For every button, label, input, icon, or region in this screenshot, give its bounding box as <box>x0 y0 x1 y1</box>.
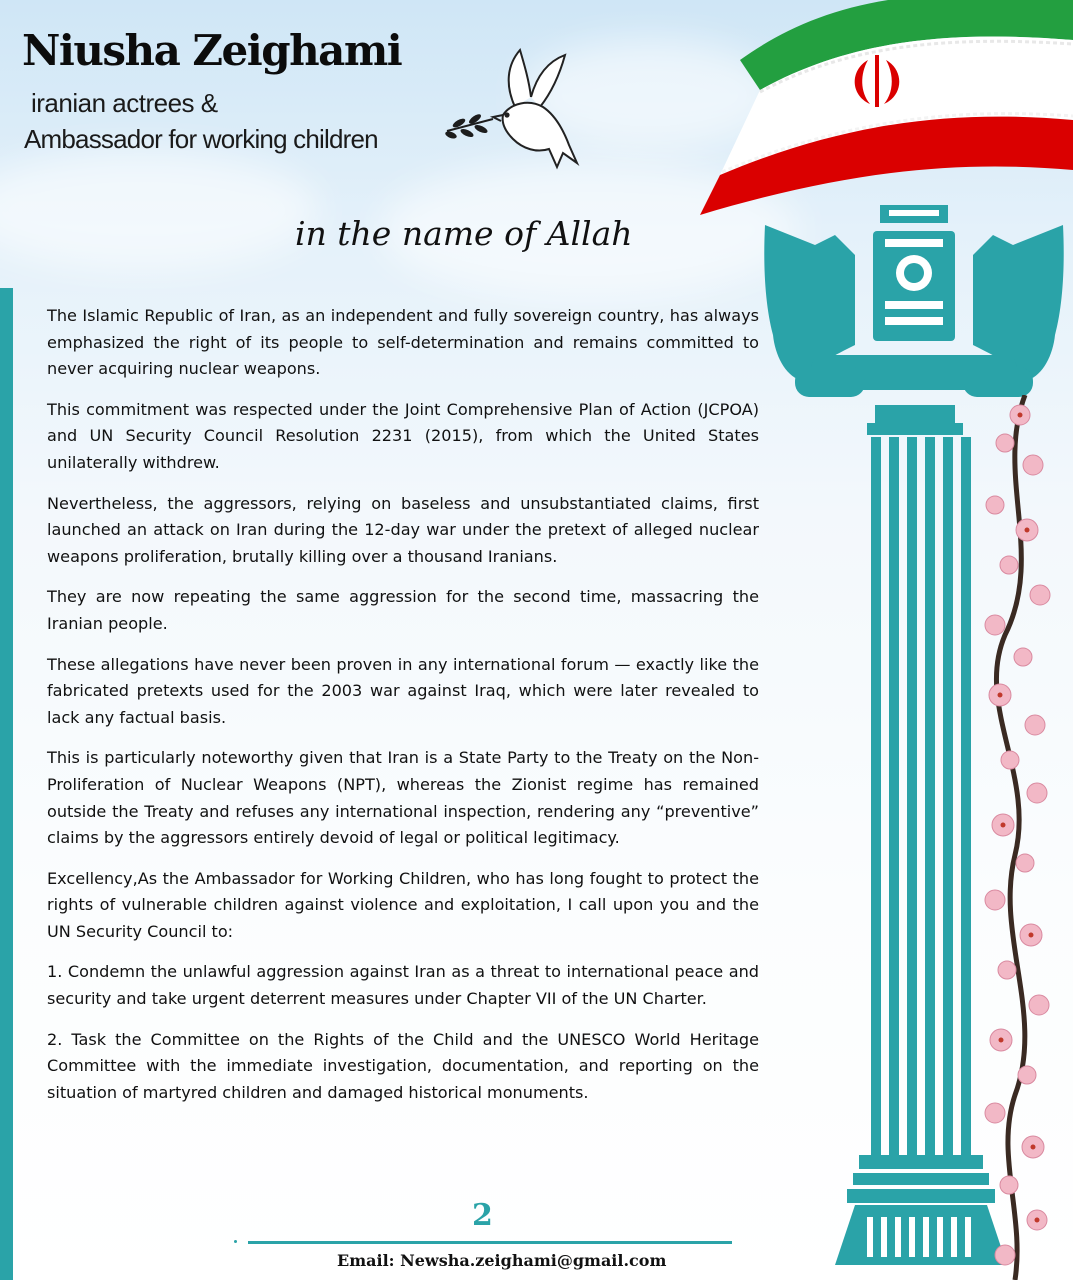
author-subtitle-line1: iranian actrees & <box>31 88 218 118</box>
footer-divider <box>248 1241 732 1244</box>
contact-email: Email: Newsha.zeighami@gmail.com <box>337 1251 667 1270</box>
page-number: 2 <box>472 1198 493 1233</box>
left-accent-bar <box>0 288 13 1280</box>
paragraph: Nevertheless, the aggressors, relying on baseless and unsubstantiated claims, first launched an attack on Iran during the 12-day war under the pretext of alleged nuclear weapons proliferation, brutally killing over a thousand Iranians. <box>47 493 759 566</box>
author-name: Niusha Zeighami <box>22 26 402 75</box>
footer-dot <box>234 1240 237 1243</box>
list-item-condemn: 1. Condemn the unlawful aggression against Iran as a threat to international peace and security and take urgent deterrent measures under Chapter VII of the UN Charter. <box>47 962 759 1009</box>
iran-flag-icon <box>700 0 1073 215</box>
paragraph: This commitment was respected under the Joint Comprehensive Plan of Action (JCPOA) and UN Security Council Resolution 2231 (2015), from which the United States unilaterally withdrew. <box>47 399 759 472</box>
list-item-task-committee: 2. Task the Committee on the Rights of the Child and the UNESCO World Heritage Committee with the immediate investigation, documentation, and reporting on the situation of martyred children and damaged historical monuments. <box>47 1029 759 1102</box>
background-cloud <box>0 150 320 270</box>
paragraph: They are now repeating the same aggression for the second time, massacring the Iranian people. <box>47 587 759 633</box>
letter-body <box>47 303 759 1120</box>
paragraph: Excellency,As the Ambassador for Working Children, who has long fought to protect the rights of vulnerable children against violence and exploitation, I call upon you and the UN Security Council to: <box>47 868 759 941</box>
paragraph: These allegations have never been proven in any international forum — exactly like the fabricated pretexts used for the 2003 war against Iraq, which were later revealed to lack any factual basis. <box>47 654 759 727</box>
paragraph: This is particularly noteworthy given that Iran is a State Party to the Treaty on the Non-Proliferation of Nuclear Weapons (NPT), whereas the Zionist regime has remained outside the Treaty and refuses any international inspection, rendering any “preventive” claims by the aggressors entirely devoid of legal or political legitimacy. <box>47 748 759 848</box>
peace-dove-icon <box>445 45 595 185</box>
paragraph: The Islamic Republic of Iran, as an independent and fully sovereign country, has always emphasized the right of its people to self-determination and remains committed to never acquiring nuclear weapons. <box>47 306 759 379</box>
invocation-heading: in the name of Allah <box>295 214 633 253</box>
cherry-blossom-branch-icon <box>965 395 1073 1280</box>
author-subtitle-line2: Ambassador for working children <box>24 124 378 154</box>
